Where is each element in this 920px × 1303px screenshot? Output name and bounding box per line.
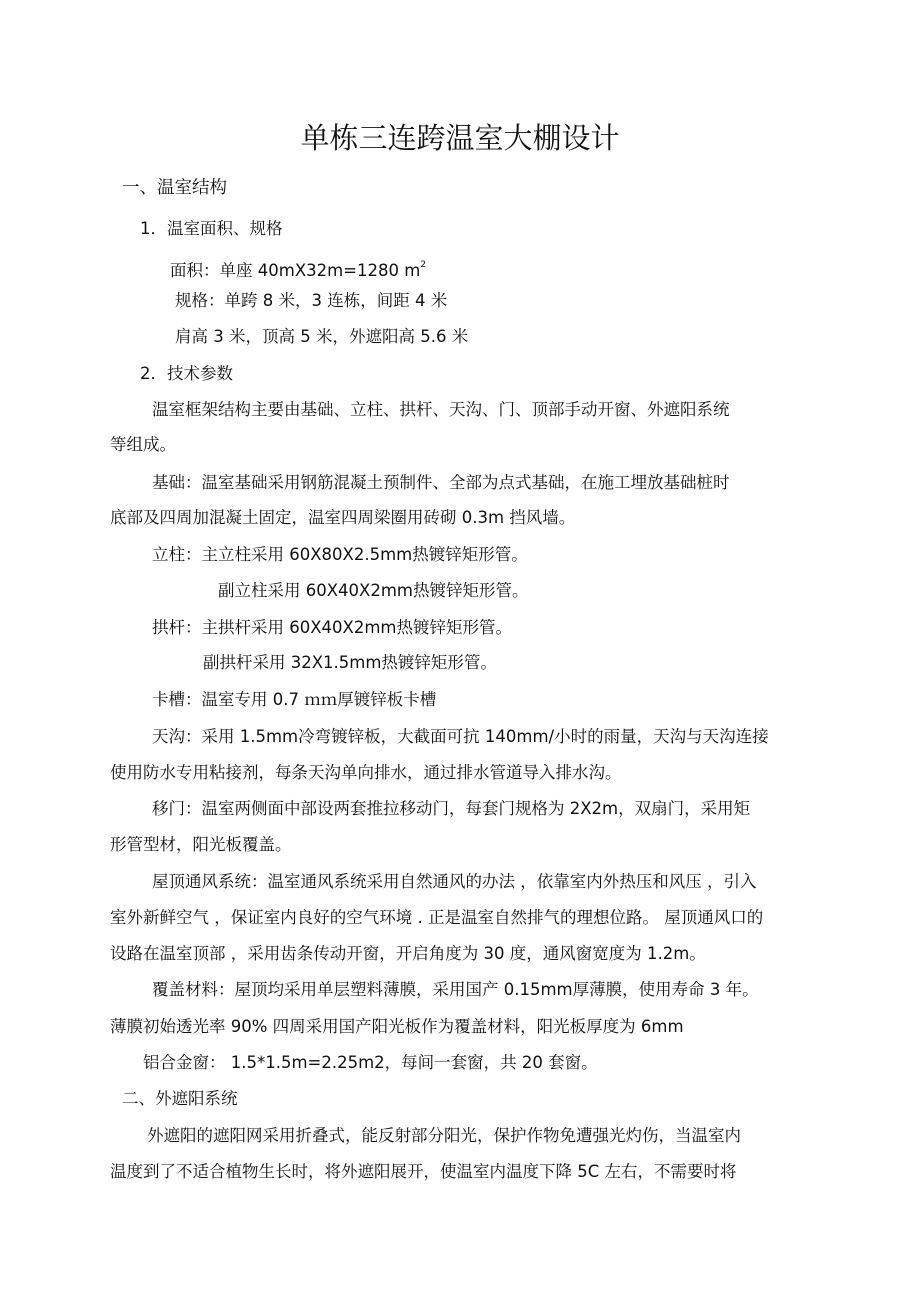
paragraph-line: 底部及四周加混凝土固定，温室四周梁圈用砖砌 0.3m 挡风墙。 <box>110 508 576 527</box>
paragraph-line: 使用防水专用粘接剂，每条天沟单向排水，通过排水管道导入排水沟。 <box>110 763 622 782</box>
area-text: 面积：单座 40mX32m=1280 m <box>170 261 421 280</box>
spec-line: 规格：单跨 8 米，3 连栋，间距 4 米 <box>175 291 448 310</box>
paragraph-line: 温度到了不适合植物生长时，将外遮阳展开，使温室内温度下降 5C 左右，不需要时将 <box>110 1162 737 1181</box>
section-heading-shading: 二、外遮阳系统 <box>122 1089 238 1108</box>
paragraph-line: 副立柱采用 60X40X2mm热镀锌矩形管。 <box>218 581 529 600</box>
paragraph-line: 天沟：采用 1.5mm冷弯镀锌板，大截面可抗 140mm/小时的雨量，天沟与天沟连接 <box>152 727 769 746</box>
paragraph-line: 设路在温室顶部 ，采用齿条传动开窗，开启角度为 30 度，通风窗宽度为 1.2m。 <box>110 944 706 963</box>
paragraph-line: 覆盖材料：屋顶均采用单层塑料薄膜，采用国产 0.15mm厚薄膜，使用寿命 3 年。 <box>152 980 759 999</box>
paragraph-line: 室外新鲜空气 ，保证室内良好的空气环境 . 正是温室自然排气的理想位路。 屋顶通风口的 <box>110 908 764 927</box>
paragraph-line: 移门：温室两侧面中部设两套推拉移动门，每套门规格为 2X2m，双扇门，采用矩 <box>152 799 751 818</box>
section-heading-structure: 一、温室结构 <box>122 178 227 198</box>
height-line: 肩高 3 米，顶高 5 米，外遮阳高 5.6 米 <box>175 327 469 346</box>
paragraph-line: 外遮阳的遮阳网采用折叠式，能反射部分阳光，保护作物免遭强光灼伤，当温室内 <box>147 1126 741 1145</box>
paragraph-line: 拱杆：主拱杆采用 60X40X2mm热镀锌矩形管。 <box>152 618 512 637</box>
paragraph-line: 立柱：主立柱采用 60X80X2.5mm热镀锌矩形管。 <box>152 545 528 564</box>
document-title: 单栋三连跨温室大棚设计 <box>300 121 620 155</box>
paragraph-line: 铝合金窗： 1.5*1.5m=2.25m2，每间一套窗，共 20 套窗。 <box>143 1053 598 1072</box>
paragraph-line: 基础：温室基础采用钢筋混凝土预制件、全部为点式基础，在施工埋放基础桩时 <box>152 473 730 492</box>
paragraph-line: 卡槽：温室专用 0.7 ｍｍ厚镀锌板卡槽 <box>152 690 437 709</box>
paragraph-line: 形管型材，阳光板覆盖。 <box>110 835 292 854</box>
paragraph-line: 等组成。 <box>110 435 176 454</box>
area-superscript: 2 <box>420 260 427 270</box>
paragraph-line: 屋顶通风系统：温室通风系统采用自然通风的办法 ，依靠室内外热压和风压 ，引入 <box>152 872 757 891</box>
subheading-area: 1．温室面积、规格 <box>140 219 283 238</box>
subheading-params: 2．技术参数 <box>140 364 233 383</box>
area-line <box>170 255 426 281</box>
paragraph-line: 副拱杆采用 32X1.5mm热镀锌矩形管。 <box>203 653 497 672</box>
paragraph-line: 温室框架结构主要由基础、立柱、拱杆、天沟、门、顶部手动开窗、外遮阳系统 <box>152 400 730 419</box>
paragraph-line: 薄膜初始透光率 90% 四周采用国产阳光板作为覆盖材料，阳光板厚度为 6mm <box>110 1017 684 1036</box>
